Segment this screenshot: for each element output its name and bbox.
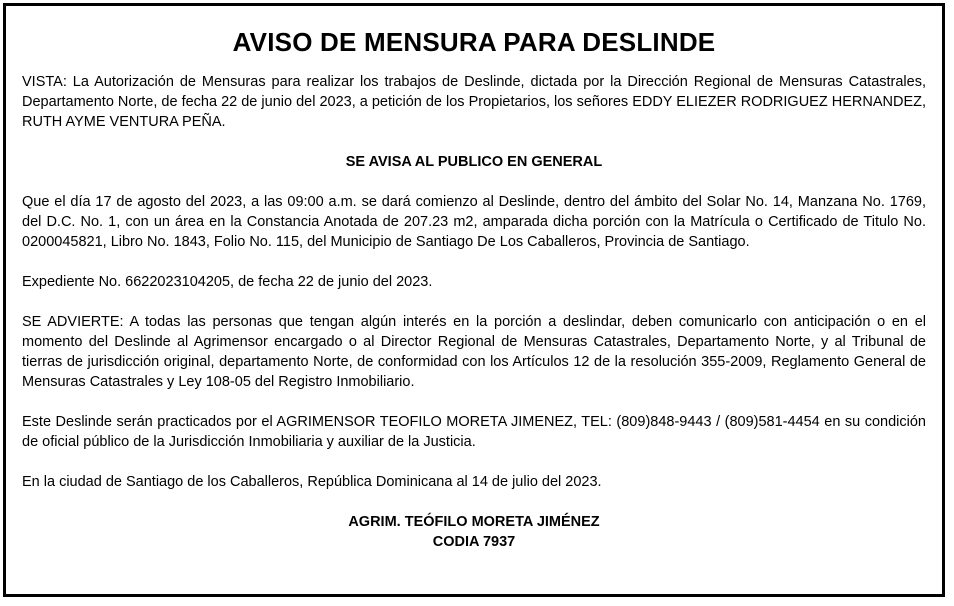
deslinde-details-paragraph: Que el día 17 de agosto del 2023, a las 09:00 a.m. se dará comienzo al Deslinde, dentro del ámbito del Solar No. 14, Manzana No. 1769, del D.C. No. 1, con un área en la Constancia Anotada de 207.23 m2, amparada dicha porción con la Matrícula o Certificado de Titulo No. 0200045821, Libro No. 1843, Folio No. 115, del Municipio de Santiago De Los Caballeros, Provincia de Santiago.: [22, 194, 926, 250]
signature-codia: CODIA 7937: [432, 534, 516, 550]
warning-paragraph: SE ADVIERTE: A todas las personas que tengan algún interés en la porción a deslindar, deben comunicarlo con anticipación o en el momento del Deslinde al Agrimensor encargado o al Director Regional de Mensuras Catastrales, Departamento Norte, y al Tribunal de tierras de jurisdicción original, departamento Norte, de conformidad con los Artículos 12 de la resolución 355-2009, Reglamento General de Mensuras Catastrales y Ley 108-05 del Registro Inmobiliario.: [22, 314, 926, 390]
city-date-paragraph: En la ciudad de Santiago de los Caballeros, República Dominicana al 14 de julio del 2023.: [22, 474, 602, 490]
vista-paragraph: VISTA: La Autorización de Mensuras para realizar los trabajos de Deslinde, dictada por la Dirección Regional de Mensuras Catastrales, Departamento Norte, de fecha 22 de junio del 2023, a petición de los Propietarios, los señores EDDY ELIEZER RODRIGUEZ HERNANDEZ, RUTH AYME VENTURA PEÑA.: [22, 74, 926, 130]
expediente-paragraph: Expediente No. 6622023104205, de fecha 22 de junio del 2023.: [22, 274, 433, 290]
signature-name: AGRIM. TEÓFILO MORETA JIMÉNEZ: [348, 514, 600, 530]
notice-title: AVISO DE MENSURA PARA DESLINDE: [232, 27, 716, 57]
surveyor-paragraph: Este Deslinde serán practicados por el AGRIMENSOR TEOFILO MORETA JIMENEZ, TEL: (809)848-9443 / (809)581-4454 en su condición de oficial público de la Jurisdicción Inmobiliaria y auxiliar de la Justicia.: [22, 414, 926, 450]
notice-frame: [3, 3, 945, 597]
public-notice-heading: SE AVISA AL PUBLICO EN GENERAL: [345, 154, 603, 170]
